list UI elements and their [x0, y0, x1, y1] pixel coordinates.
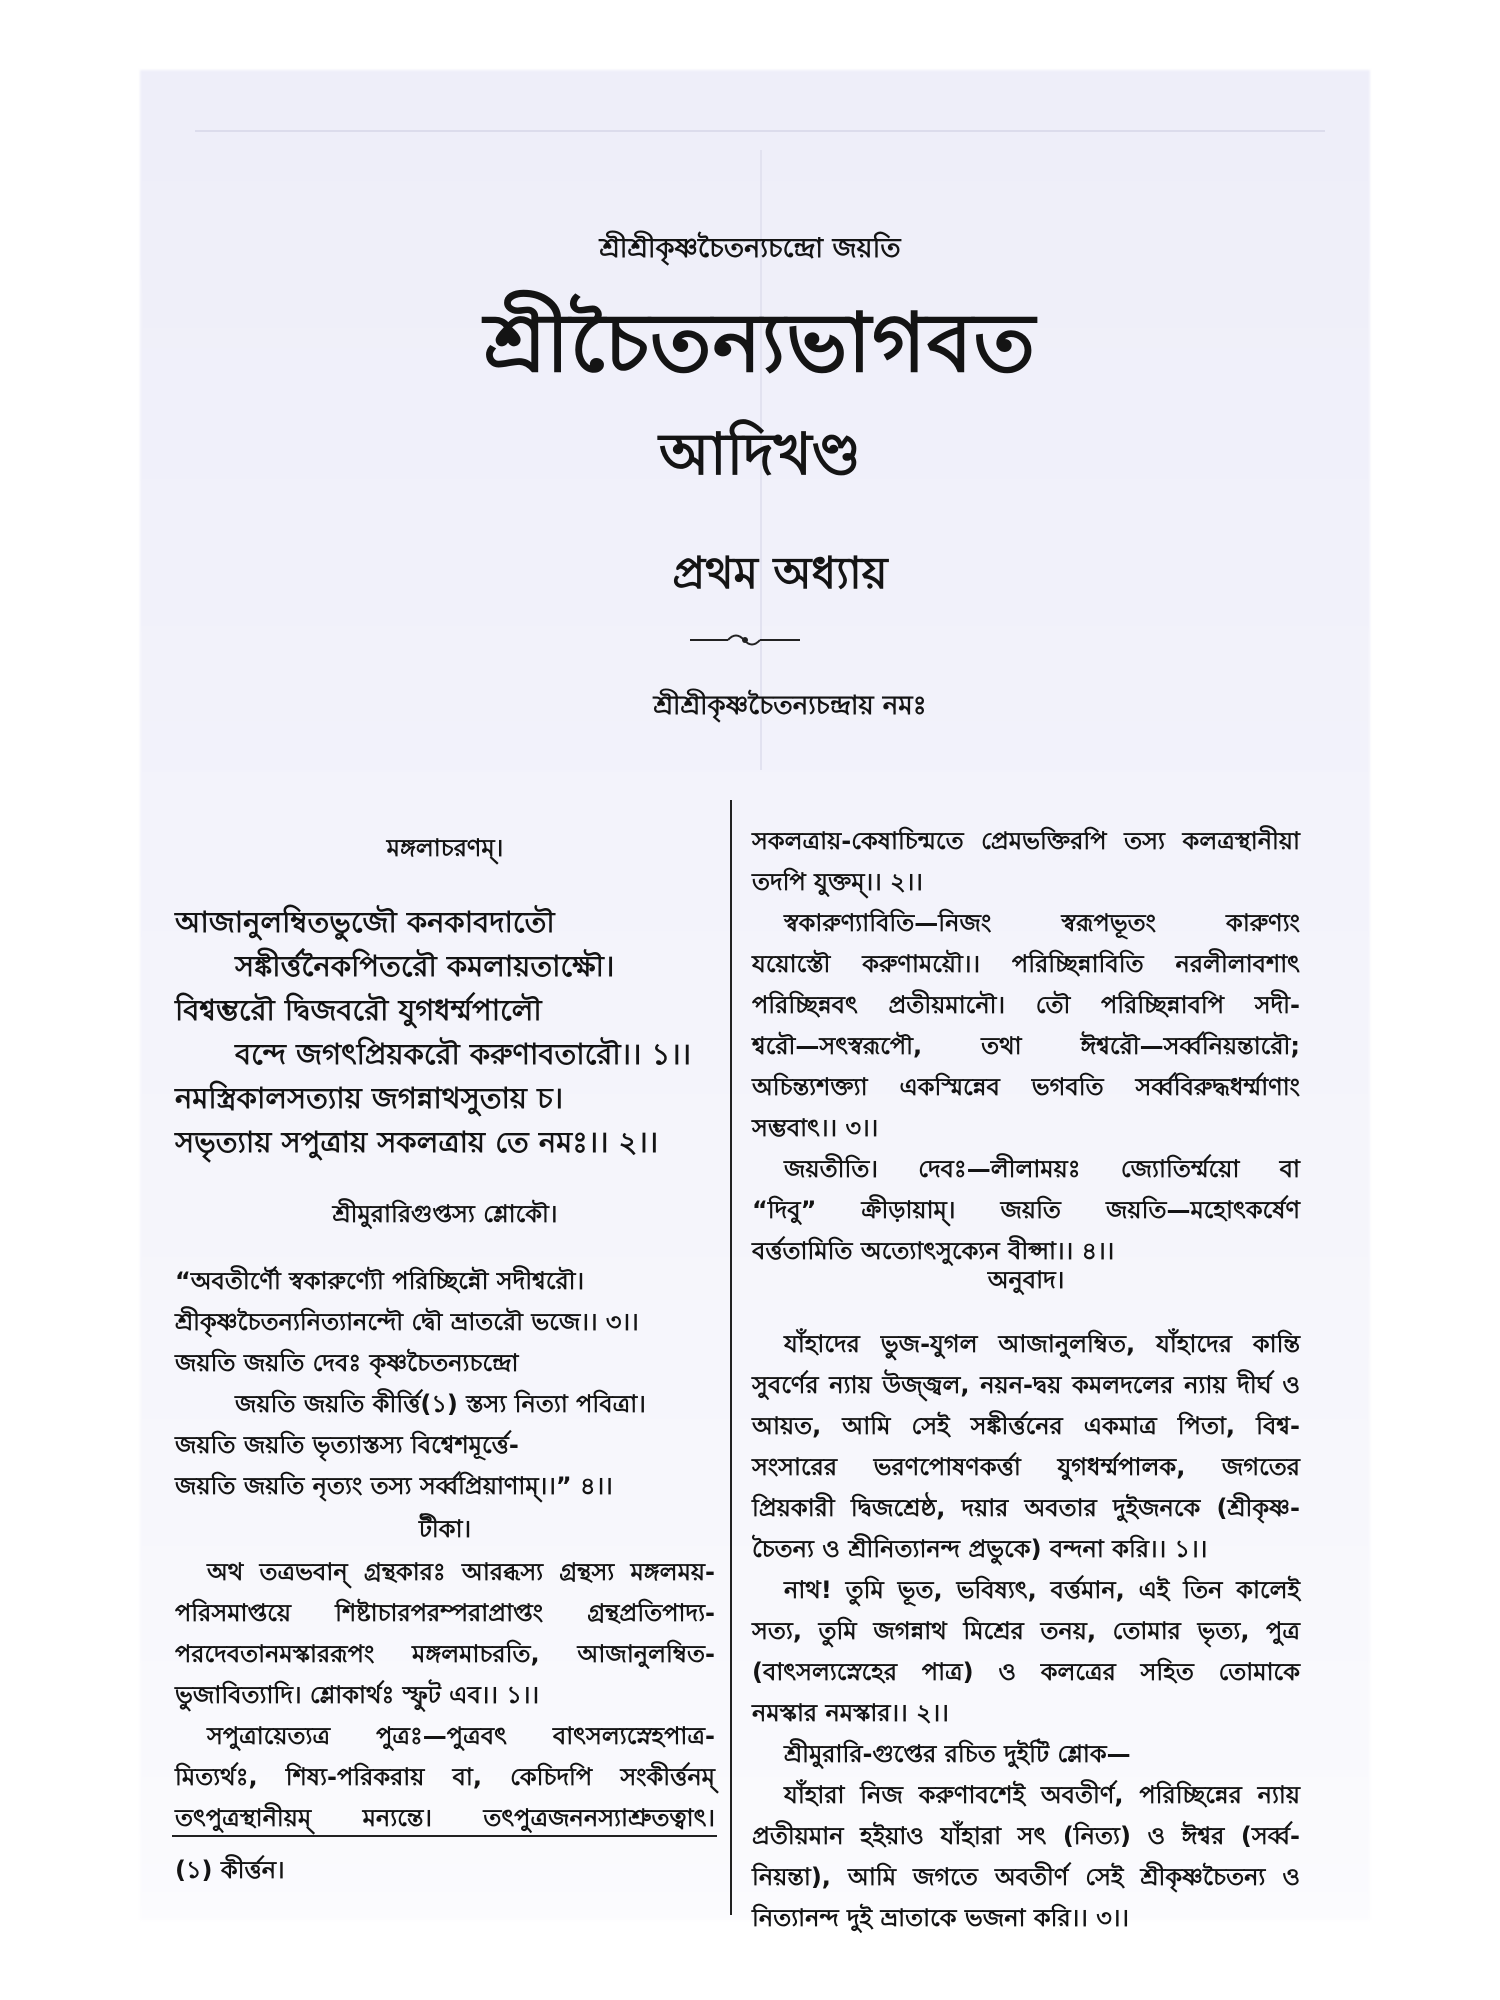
text-line: জয়তি জয়তি ভৃত্যাস্তস্য বিশ্বেশমূর্ত্তে- [175, 1431, 519, 1459]
section-heading-murari: শ্রীমুরারিগুপ্তস্য শ্লোকৌ। [332, 1200, 558, 1228]
text-line: (বাৎসল্যস্নেহের পাত্র) ও কলত্রের সহিত তোমাকে [752, 1658, 1300, 1686]
text-line: নাথ! তুমি ভূত, ভবিষ্যৎ, বর্ত্তমান, এই তিন কালেই [784, 1576, 1300, 1604]
text-line: সকলত্রায়-কেষাচিন্মতে প্রেমভক্তিরপি তস্য কলত্রস্থানীয়া [752, 827, 1300, 855]
text-line: পরিচ্ছিন্নবৎ প্রতীয়মানৌ। তৌ পরিচ্ছিন্নাবপি সদী- [752, 991, 1300, 1019]
footnote-rule [172, 1835, 717, 1837]
text-line: ভুজাবিত্যাদি। শ্লোকার্থঃ স্ফুট এব।। ১।। [175, 1681, 540, 1709]
text-line: মিত্যর্থঃ, শিষ্য-পরিকরায় বা, কেচিদপি সংকীর্ত্তনম্ [175, 1763, 715, 1791]
text-line: বন্দে জগৎপ্রিয়করৌ করুণাবতারৌ।। ১।। [235, 1037, 692, 1071]
translation [752, 1324, 1300, 1939]
text-line: আয়ত, আমি সেই সঙ্কীর্ত্তনের একমাত্র পিতা, বিশ্ব- [752, 1412, 1300, 1440]
text-line: তৎপুত্রস্থানীয়ম্ মন্যন্তে। তৎপুত্রজননস্যাশ্রুতত্বাৎ। [175, 1804, 715, 1832]
text-line: প্রতীয়মান হইয়াও যাঁহারা সৎ (নিত্য) ও ঈশ্বর (সর্ব্ব- [752, 1822, 1300, 1850]
text-line: জয়তি জয়তি কীর্ত্তি(১) স্তস্য নিত্যা পবিত্রা। [235, 1390, 646, 1418]
text-line: সঙ্কীর্ত্তনৈকপিতরৌ কমলায়তাক্ষৌ। [235, 949, 615, 983]
part-title: আদিখণ্ড [659, 420, 861, 488]
text-line: বিশ্বম্ভরৌ দ্বিজবরৌ যুগধর্ম্মপালৌ [175, 993, 542, 1027]
text-line: অথ তত্রভবান্ গ্রন্থকারঃ আরব্ধস্য গ্রন্থস্য মঙ্গলময়- [207, 1558, 715, 1586]
chapter-title: প্রথম অধ্যায় [672, 548, 888, 599]
bleed-through-rule [195, 130, 1325, 132]
section-heading-mangalacharan: মঙ্গলাচরণম্। [386, 834, 504, 862]
text-line: তদপি যুক্তম্।। ২।। [752, 868, 923, 896]
text-line: নমস্কার নমস্কার।। ২।। [752, 1699, 949, 1727]
section-heading-tika: টীকা। [418, 1515, 472, 1543]
text-line: সপুত্রায়েত্যত্র পুত্রঃ—পুত্রবৎ বাৎসল্যস্নেহপাত্র- [207, 1722, 715, 1750]
footnote-text: (১) কীর্ত্তন। [175, 1856, 285, 1884]
commentary-right [752, 821, 1300, 1272]
text-line: শ্বরৌ—সৎস্বরূপৌ, তথা ঈশ্বরৌ—সর্ব্বনিয়ন্তারৌ; [752, 1032, 1300, 1060]
text-line: পরদেবতানমস্কাররূপং মঙ্গলমাচরতি, আজানুলম্বিত- [175, 1640, 715, 1668]
salutation: শ্রীশ্রীকৃষ্ণচৈতন্যচন্দ্রায় নমঃ [653, 691, 927, 721]
text-line: সুবর্ণের ন্যায় উজ্জ্বল, নয়ন-দ্বয় কমলদলের ন্যায় দীর্ঘ ও [752, 1371, 1300, 1399]
text-line: শ্রীকৃষ্ণচৈতন্যনিত্যানন্দৌ দ্বৌ ভ্রাতরৌ ভজে।। ৩।। [175, 1308, 639, 1336]
invocation: শ্রীশ্রীকৃষ্ণচৈতন্যচন্দ্রো জয়তি [599, 233, 901, 264]
text-line: যাঁহাদের ভুজ-যুগল আজানুলম্বিত, যাঁহাদের কান্তি [784, 1330, 1300, 1358]
section-heading-anuvad: অনুবাদ। [987, 1266, 1065, 1294]
text-line: নমস্ত্রিকালসত্যায় জগন্নাথসুতায় চ। [175, 1081, 564, 1115]
text-line: যাঁহারা নিজ করুণাবশেই অবতীর্ণ, পরিচ্ছিন্নের ন্যায় [784, 1781, 1300, 1809]
text-line: নিত্যানন্দ দুই ভ্রাতাকে ভজনা করি।। ৩।। [752, 1904, 1129, 1932]
text-line: জয়তি জয়তি নৃত্যং তস্য সর্ব্বপ্রিয়াণাম্।।” ৪।। [175, 1472, 613, 1500]
commentary-left [175, 1552, 715, 1839]
ornament-divider-icon [690, 628, 800, 652]
verses-mangalacharan [175, 900, 715, 1164]
column-divider [730, 800, 732, 1915]
book-title: শ্রীচৈতন্যভাগবত [483, 296, 1037, 391]
text-line: সম্ভবাৎ।। ৩।। [752, 1114, 879, 1142]
text-line: সংসারের ভরণপোষণকর্ত্তা যুগধর্ম্মপালক, জগতের [752, 1453, 1300, 1481]
text-line: অচিন্ত্যশক্ত্যা একস্মিন্নেব ভগবতি সর্ব্ববিরুদ্ধধর্ম্মাণাং [752, 1073, 1300, 1101]
text-line: বর্ত্ততামিতি অত্যোৎসুক্যেন বীপ্সা।। ৪।। [752, 1237, 1115, 1265]
text-line: জয়তি জয়তি দেবঃ কৃষ্ণচৈতন্যচন্দ্রো [175, 1349, 519, 1377]
text-line: পরিসমাপ্তয়ে শিষ্টাচারপরম্পরাপ্রাপ্তং গ্রন্থপ্রতিপাদ্য- [175, 1599, 715, 1627]
text-line: আজানুলম্বিতভুজৌ কনকাবদাতৌ [175, 905, 555, 939]
text-line: চৈতন্য ও শ্রীনিত্যানন্দ প্রভুকে) বন্দনা করি।। ১।। [752, 1535, 1208, 1563]
text-line: নিয়ন্তা), আমি জগতে অবতীর্ণ সেই শ্রীকৃষ্ণচৈতন্য ও [752, 1863, 1300, 1891]
text-line: যয়োস্তৌ করুণাময়ৌ।। পরিচ্ছিন্নাবিতি নরলীলাবশাৎ [752, 950, 1300, 978]
footnote [175, 1850, 715, 1891]
text-line: প্রিয়কারী দ্বিজশ্রেষ্ঠ, দয়ার অবতার দুইজনকে (শ্রীকৃষ্ণ- [752, 1494, 1300, 1522]
text-line: “অবতীর্ণৌ স্বকারুণ্যৌ পরিচ্ছিন্নৌ সদীশ্বরৌ। [175, 1267, 585, 1295]
text-line: সত্য, তুমি জগন্নাথ মিশ্রের তনয়, তোমার ভৃত্য, পুত্র [752, 1617, 1300, 1645]
text-line: জয়তীতি। দেবঃ—লীলাময়ঃ জ্যোতির্ম্ময়ো বা [784, 1155, 1300, 1183]
text-line: “দিবু” ক্রীড়ায়াম্। জয়তি জয়তি—মহোৎকর্ষেণ [752, 1196, 1300, 1224]
text-line: স্বকারুণ্যাবিতি—নিজং স্বরূপভূতং কারুণ্যং [784, 909, 1300, 937]
text-line: শ্রীমুরারি-গুপ্তের রচিত দুইটি শ্লোক— [784, 1740, 1131, 1768]
text-line: সভৃত্যায় সপুত্রায় সকলত্রায় তে নমঃ।। ২।। [175, 1125, 659, 1159]
verses-murari [175, 1261, 715, 1507]
